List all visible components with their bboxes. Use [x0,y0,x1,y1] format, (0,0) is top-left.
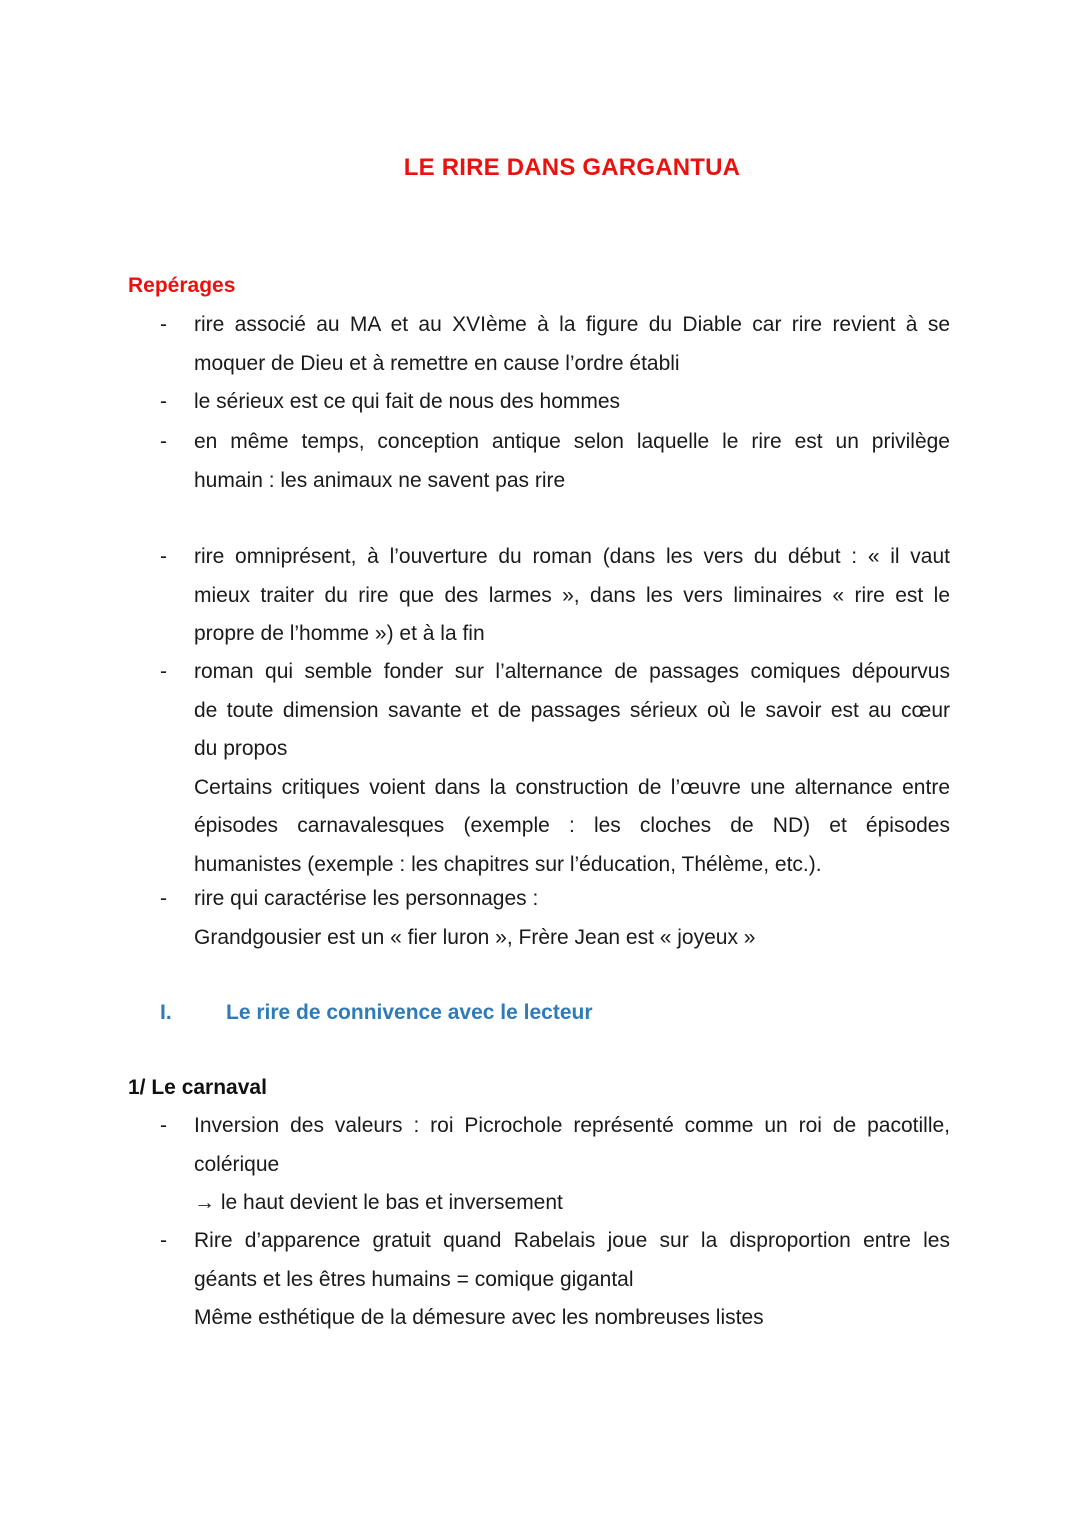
bullet-line: Certains critiques voient dans la construction de l’œuvre une alternance entre [194,775,950,799]
list-item [160,383,950,422]
bullet-line: rire omniprésent, à l’ouverture du roman (dans les vers du début : « il vaut [194,545,950,568]
bullet-dash: - [160,887,167,910]
bullet-line: rire qui caractérise les personnages : [194,887,539,910]
bullet-line: → le haut devient le bas et inversement [194,1191,563,1214]
bullet-line: mieux traiter du rire que des larmes », dans les vers liminaires « rire est le [194,583,950,607]
bullet-line: Même esthétique de la démesure avec les nombreuses listes [194,1306,764,1329]
bullet-line: moquer de Dieu et à remettre en cause l’ordre établi [194,351,680,375]
list-item [160,423,950,500]
bullet-line: épisodes carnavalesques (exemple : les cloches de ND) et épisodes [194,814,950,837]
bullet-line: en même temps, conception antique selon laquelle le rire est un privilège [194,430,950,453]
list-item [160,1107,950,1223]
bullet-line: Inversion des valeurs : roi Picrochole représenté comme un roi de pacotille, [194,1114,950,1137]
bullet-line: Grandgousier est un « fier luron », Frère Jean est « joyeux » [194,925,756,949]
part-number: I. [160,1001,172,1024]
document-title: LE RIRE DANS GARGANTUA [403,154,741,181]
bullet-line: géants et les êtres humains = comique gigantal [194,1267,634,1291]
bullet-line: humanistes (exemple : les chapitres sur l’éducation, Thélème, etc.). [194,852,822,876]
bullet-dash: - [160,430,167,453]
bullet-dash: - [160,660,167,683]
subsection-heading-carnaval: 1/ Le carnaval [128,1076,267,1099]
bullet-dash: - [160,1229,167,1252]
bullet-dash: - [160,313,167,336]
list-item [160,538,950,654]
bullet-line: colérique [194,1152,280,1176]
bullet-line: Rire d’apparence gratuit quand Rabelais joue sur la disproportion entre les [194,1229,950,1252]
part-title: Le rire de connivence avec le lecteur [226,1001,593,1024]
list-item [160,653,950,884]
bullet-dash: - [160,1114,167,1137]
list-item [160,880,950,957]
bullet-dash: - [160,545,167,568]
part-heading [160,1001,593,1025]
bullet-line: humain : les animaux ne savent pas rire [194,468,566,492]
bullet-line: roman qui semble fonder sur l’alternance de passages comiques dépourvus [194,660,950,683]
bullet-line: propre de l’homme ») et à la fin [194,622,485,645]
bullet-line: le sérieux est ce qui fait de nous des hommes [194,390,621,413]
section-heading-reperages: Repérages [128,274,236,297]
bullet-dash: - [160,390,167,413]
list-item [160,306,950,383]
bullet-line: rire associé au MA et au XVIème à la figure du Diable car rire revient à se [194,313,950,336]
bullet-line: de toute dimension savante et de passages sérieux où le savoir est au cœur [194,698,950,722]
bullet-line: du propos [194,737,288,760]
list-item [160,1222,950,1338]
